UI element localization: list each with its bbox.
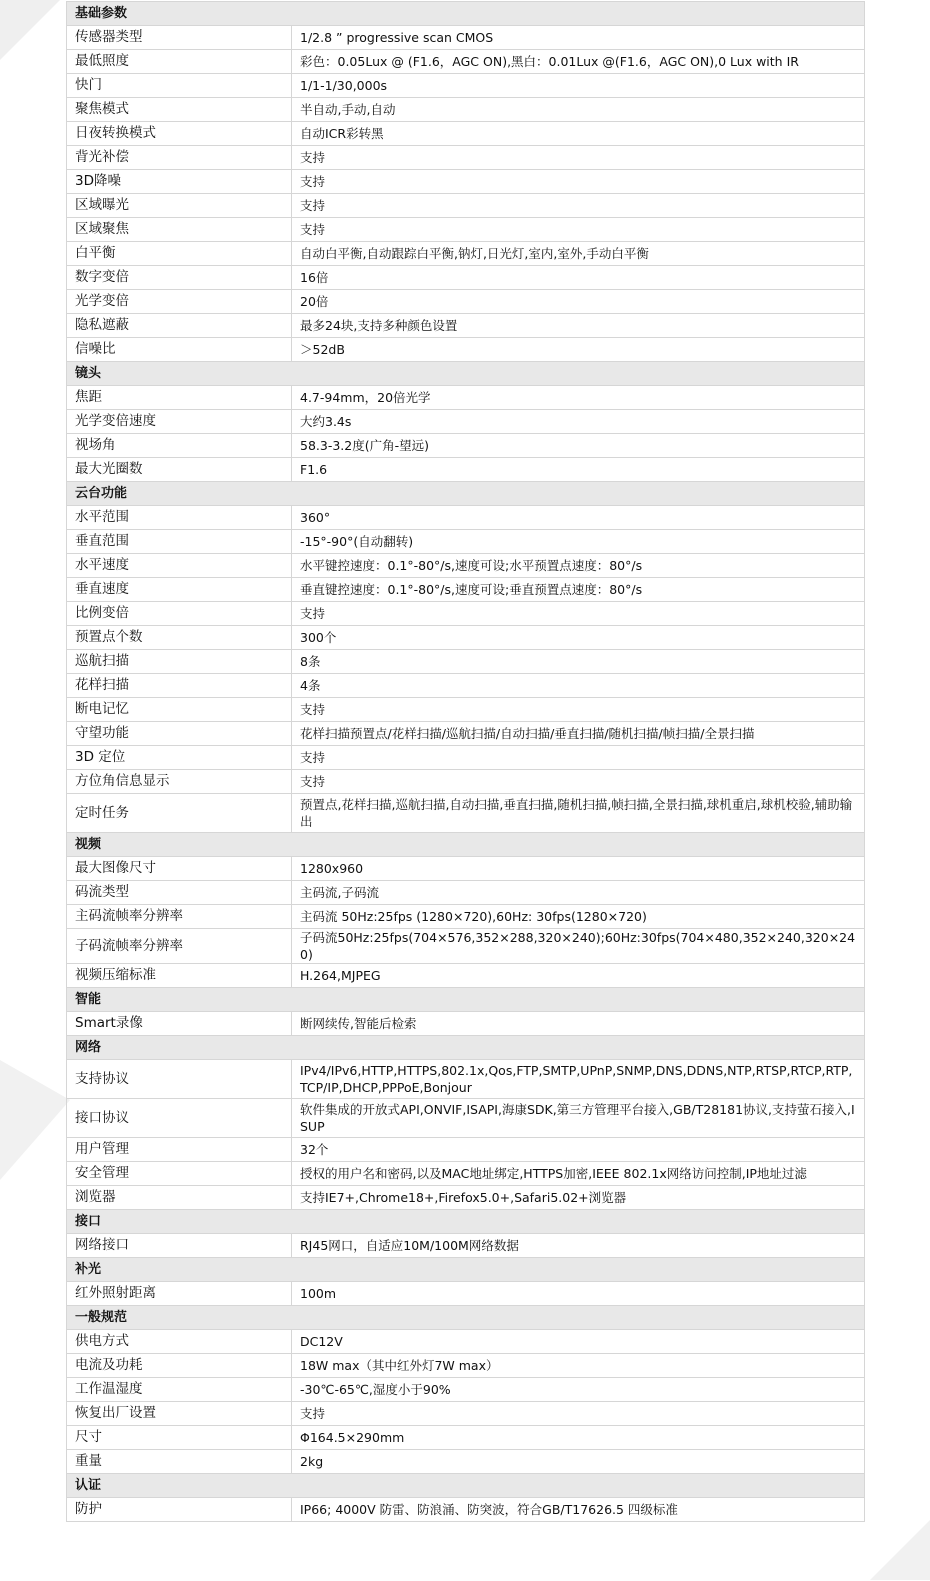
spec-value: 自动白平衡,自动跟踪白平衡,钠灯,日光灯,室内,室外,手动白平衡 (292, 242, 865, 266)
section-title: 云台功能 (67, 482, 865, 506)
spec-value: 100m (292, 1282, 865, 1306)
spec-label: 区域曝光 (67, 194, 292, 218)
spec-row (67, 506, 865, 530)
spec-value: 8条 (292, 650, 865, 674)
spec-value: 1280x960 (292, 857, 865, 881)
spec-row (67, 1099, 865, 1138)
spec-value: 支持 (292, 746, 865, 770)
spec-value: 花样扫描预置点/花样扫描/巡航扫描/自动扫描/垂直扫描/随机扫描/帧扫描/全景扫描 (292, 722, 865, 746)
spec-label: 供电方式 (67, 1330, 292, 1354)
spec-label: 快门 (67, 74, 292, 98)
spec-label: 聚焦模式 (67, 98, 292, 122)
spec-row (67, 554, 865, 578)
spec-row (67, 964, 865, 988)
spec-table (66, 1, 865, 1522)
section-header-row (67, 1036, 865, 1060)
spec-value: 软件集成的开放式API,ONVIF,ISAPI,海康SDK,第三方管理平台接入,GB/T28181协议,支持萤石接入,ISUP (292, 1099, 865, 1138)
spec-label: 尺寸 (67, 1426, 292, 1450)
spec-label: 断电记忆 (67, 698, 292, 722)
spec-table-body (67, 2, 865, 1522)
spec-label: 区域聚焦 (67, 218, 292, 242)
spec-value: H.264,MJPEG (292, 964, 865, 988)
spec-row (67, 578, 865, 602)
spec-row (67, 290, 865, 314)
section-header-row (67, 833, 865, 857)
spec-label: 传感器类型 (67, 26, 292, 50)
spec-value: 16倍 (292, 266, 865, 290)
spec-row (67, 722, 865, 746)
spec-row (67, 74, 865, 98)
spec-value: 断网续传,智能后检索 (292, 1012, 865, 1036)
spec-label: 视频压缩标准 (67, 964, 292, 988)
spec-label: 信噪比 (67, 338, 292, 362)
spec-value: DC12V (292, 1330, 865, 1354)
spec-label: Smart录像 (67, 1012, 292, 1036)
spec-label: 数字变倍 (67, 266, 292, 290)
spec-row (67, 794, 865, 833)
spec-value: -15°-90°(自动翻转) (292, 530, 865, 554)
spec-label: 日夜转换模式 (67, 122, 292, 146)
spec-label: 电流及功耗 (67, 1354, 292, 1378)
spec-value: 垂直键控速度：0.1°-80°/s,速度可设;垂直预置点速度：80°/s (292, 578, 865, 602)
spec-row (67, 26, 865, 50)
spec-row (67, 674, 865, 698)
spec-row (67, 1162, 865, 1186)
spec-value: 支持 (292, 218, 865, 242)
section-header-row (67, 1474, 865, 1498)
section-header-row (67, 362, 865, 386)
spec-row (67, 602, 865, 626)
spec-row (67, 881, 865, 905)
spec-label: 光学变倍速度 (67, 410, 292, 434)
spec-label: 最大光圈数 (67, 458, 292, 482)
spec-row (67, 266, 865, 290)
spec-value: 水平键控速度：0.1°-80°/s,速度可设;水平预置点速度：80°/s (292, 554, 865, 578)
spec-label: 光学变倍 (67, 290, 292, 314)
spec-value: 支持 (292, 770, 865, 794)
spec-label: 浏览器 (67, 1186, 292, 1210)
corner-decoration-top (0, 0, 60, 60)
spec-row (67, 1186, 865, 1210)
spec-row (67, 338, 865, 362)
spec-label: 背光补偿 (67, 146, 292, 170)
spec-value: 支持IE7+,Chrome18+,Firefox5.0+,Safari5.02+浏览器 (292, 1186, 865, 1210)
spec-row (67, 98, 865, 122)
section-title: 认证 (67, 1474, 865, 1498)
spec-row (67, 1378, 865, 1402)
spec-row (67, 170, 865, 194)
section-title: 镜头 (67, 362, 865, 386)
spec-row (67, 770, 865, 794)
spec-value: 360° (292, 506, 865, 530)
spec-value: F1.6 (292, 458, 865, 482)
spec-label: 白平衡 (67, 242, 292, 266)
spec-value: 大约3.4s (292, 410, 865, 434)
spec-row (67, 1450, 865, 1474)
spec-value: 半自动,手动,自动 (292, 98, 865, 122)
section-title: 网络 (67, 1036, 865, 1060)
spec-label: 隐私遮蔽 (67, 314, 292, 338)
section-header-row (67, 1210, 865, 1234)
spec-row (67, 410, 865, 434)
spec-value: 彩色：0.05Lux @ (F1.6，AGC ON),黑白：0.01Lux @(F1.6，AGC ON),0 Lux with IR (292, 50, 865, 74)
spec-label: 用户管理 (67, 1138, 292, 1162)
spec-label: 红外照射距离 (67, 1282, 292, 1306)
spec-label: 子码流帧率分辨率 (67, 929, 292, 964)
corner-decoration-bottom (870, 1520, 930, 1580)
section-header-row (67, 988, 865, 1012)
spec-row (67, 857, 865, 881)
spec-label: 工作温湿度 (67, 1378, 292, 1402)
spec-row (67, 650, 865, 674)
section-title: 智能 (67, 988, 865, 1012)
spec-row (67, 1330, 865, 1354)
spec-row (67, 194, 865, 218)
spec-value: IPv4/IPv6,HTTP,HTTPS,802.1x,Qos,FTP,SMTP,UPnP,SNMP,DNS,DDNS,NTP,RTSP,RTCP,RTP,TCP/IP,DHCP,PPPoE,Bonjour (292, 1060, 865, 1099)
spec-row (67, 626, 865, 650)
spec-value: 主码流 50Hz:25fps (1280×720),60Hz: 30fps(1280×720) (292, 905, 865, 929)
spec-label: 3D降噪 (67, 170, 292, 194)
spec-row (67, 1234, 865, 1258)
spec-row (67, 122, 865, 146)
spec-row (67, 314, 865, 338)
section-title: 接口 (67, 1210, 865, 1234)
spec-label: 预置点个数 (67, 626, 292, 650)
spec-row (67, 1426, 865, 1450)
spec-row (67, 50, 865, 74)
spec-row (67, 1138, 865, 1162)
spec-label: 垂直范围 (67, 530, 292, 554)
spec-label: 巡航扫描 (67, 650, 292, 674)
spec-label: 花样扫描 (67, 674, 292, 698)
spec-value: 支持 (292, 194, 865, 218)
section-title: 视频 (67, 833, 865, 857)
spec-value: 2kg (292, 1450, 865, 1474)
spec-row (67, 905, 865, 929)
spec-label: 定时任务 (67, 794, 292, 833)
spec-label: 重量 (67, 1450, 292, 1474)
spec-value: Φ164.5×290mm (292, 1426, 865, 1450)
spec-row (67, 386, 865, 410)
spec-value: 20倍 (292, 290, 865, 314)
spec-label: 方位角信息显示 (67, 770, 292, 794)
spec-row (67, 1012, 865, 1036)
spec-label: 焦距 (67, 386, 292, 410)
spec-value: -30℃-65℃,湿度小于90% (292, 1378, 865, 1402)
spec-row (67, 218, 865, 242)
spec-value: 支持 (292, 1402, 865, 1426)
spec-value: 授权的用户名和密码,以及MAC地址绑定,HTTPS加密,IEEE 802.1x网络访问控制,IP地址过滤 (292, 1162, 865, 1186)
spec-value: 最多24块,支持多种颜色设置 (292, 314, 865, 338)
spec-label: 网络接口 (67, 1234, 292, 1258)
spec-row (67, 434, 865, 458)
spec-label: 守望功能 (67, 722, 292, 746)
section-header-row (67, 1258, 865, 1282)
spec-row (67, 1354, 865, 1378)
spec-label: 码流类型 (67, 881, 292, 905)
spec-value: 300个 (292, 626, 865, 650)
section-header-row (67, 2, 865, 26)
spec-label: 水平范围 (67, 506, 292, 530)
spec-row (67, 242, 865, 266)
spec-value: 1/1-1/30,000s (292, 74, 865, 98)
section-header-row (67, 1306, 865, 1330)
side-decoration-left (0, 1060, 70, 1180)
spec-value: 32个 (292, 1138, 865, 1162)
spec-label: 最大图像尺寸 (67, 857, 292, 881)
spec-label: 防护 (67, 1498, 292, 1522)
spec-value: 主码流,子码流 (292, 881, 865, 905)
spec-value: 支持 (292, 602, 865, 626)
spec-value: 1/2.8 ” progressive scan CMOS (292, 26, 865, 50)
spec-value: ＞52dB (292, 338, 865, 362)
spec-value: 自动ICR彩转黑 (292, 122, 865, 146)
section-title: 基础参数 (67, 2, 865, 26)
spec-value: 18W max（其中红外灯7W max） (292, 1354, 865, 1378)
spec-row (67, 746, 865, 770)
spec-value: 支持 (292, 146, 865, 170)
spec-row (67, 458, 865, 482)
spec-value: 4.7-94mm，20倍光学 (292, 386, 865, 410)
spec-value: 子码流50Hz:25fps(704×576,352×288,320×240);60Hz:30fps(704×480,352×240,320×240) (292, 929, 865, 964)
spec-label: 主码流帧率分辨率 (67, 905, 292, 929)
spec-label: 比例变倍 (67, 602, 292, 626)
spec-row (67, 929, 865, 964)
spec-value: 支持 (292, 170, 865, 194)
spec-label: 最低照度 (67, 50, 292, 74)
spec-row (67, 530, 865, 554)
spec-label: 视场角 (67, 434, 292, 458)
section-title: 补光 (67, 1258, 865, 1282)
spec-value: 预置点,花样扫描,巡航扫描,自动扫描,垂直扫描,随机扫描,帧扫描,全景扫描,球机重启,球机校验,辅助输出 (292, 794, 865, 833)
section-header-row (67, 482, 865, 506)
spec-row (67, 1060, 865, 1099)
section-title: 一般规范 (67, 1306, 865, 1330)
spec-value: 4条 (292, 674, 865, 698)
spec-label: 安全管理 (67, 1162, 292, 1186)
spec-label: 3D 定位 (67, 746, 292, 770)
spec-value: 58.3-3.2度(广角-望远) (292, 434, 865, 458)
spec-label: 恢复出厂设置 (67, 1402, 292, 1426)
spec-label: 接口协议 (67, 1099, 292, 1138)
spec-value: IP66; 4000V 防雷、防浪涌、防突波，符合GB/T17626.5 四级标准 (292, 1498, 865, 1522)
spec-row (67, 698, 865, 722)
spec-row (67, 1402, 865, 1426)
spec-row (67, 1282, 865, 1306)
spec-row (67, 146, 865, 170)
spec-row (67, 1498, 865, 1522)
spec-label: 垂直速度 (67, 578, 292, 602)
spec-label: 水平速度 (67, 554, 292, 578)
spec-value: RJ45网口，自适应10M/100M网络数据 (292, 1234, 865, 1258)
spec-value: 支持 (292, 698, 865, 722)
spec-label: 支持协议 (67, 1060, 292, 1099)
